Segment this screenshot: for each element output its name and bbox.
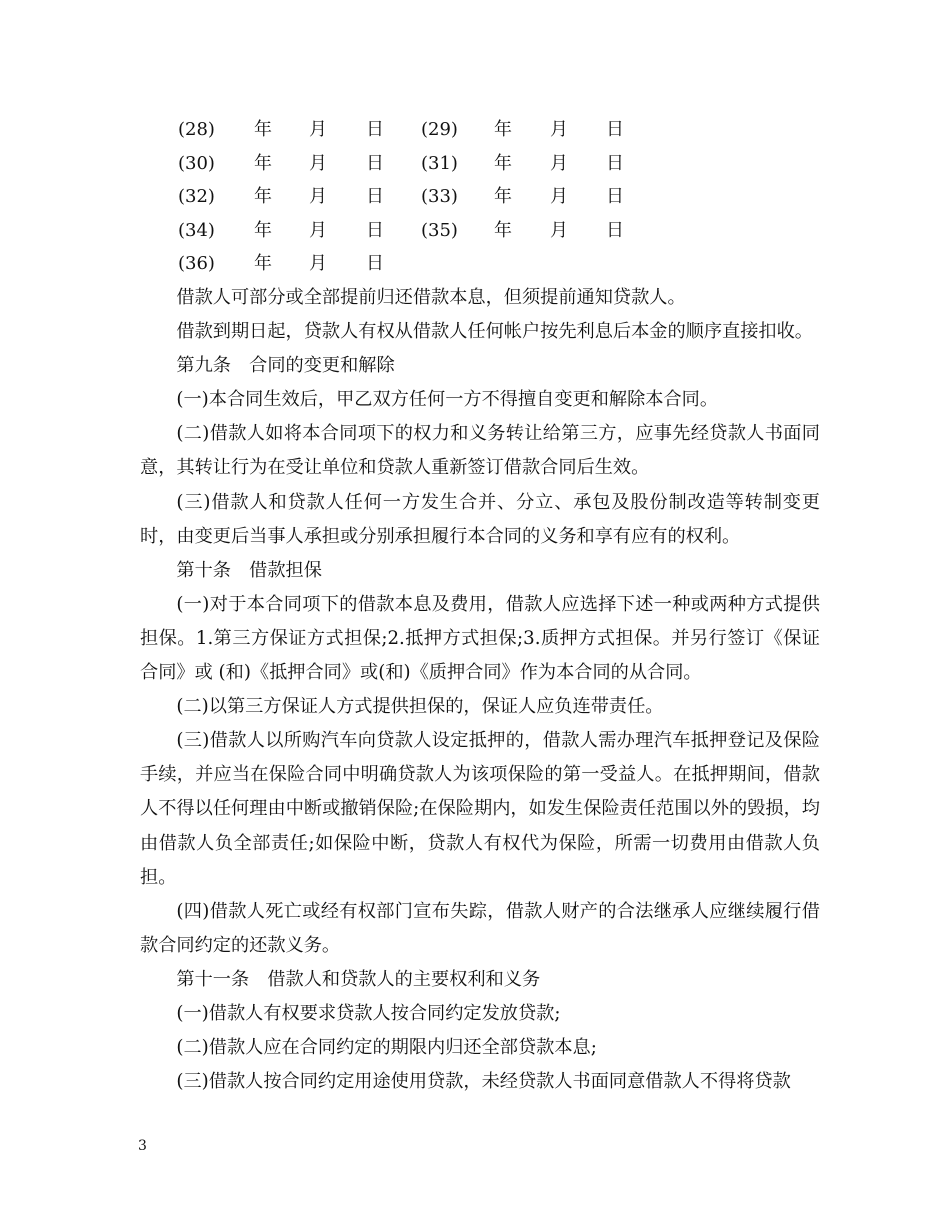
paragraph: (二)借款人如将本合同项下的权力和义务转让给第三方，应事先经贷款人书面同意，其转让行为在受让单位和贷款人重新签订借款合同后生效。 xyxy=(140,423,820,479)
schedule-cell: 月 xyxy=(309,253,327,274)
repayment-schedule xyxy=(178,113,638,281)
schedule-cell: 年 xyxy=(254,186,272,207)
schedule-cell: (31) xyxy=(421,152,458,174)
schedule-cell: 日 xyxy=(366,253,384,274)
schedule-cell: 年 xyxy=(494,186,512,207)
schedule-cell: 年 xyxy=(254,119,272,140)
schedule-cell: (33) xyxy=(421,186,458,207)
paragraph: (四)借款人死亡或经有权部门宣布失踪，借款人财产的合法继承人应继续履行借款合同约定的还款义务。 xyxy=(140,900,820,956)
schedule-cell: 月 xyxy=(550,152,568,174)
paragraph: (二)借款人应在合同约定的期限内归还全部贷款本息; xyxy=(176,1037,597,1059)
paragraph: (一)借款人有权要求贷款人按合同约定发放贷款; xyxy=(176,1002,561,1024)
schedule-row xyxy=(178,180,638,214)
schedule-cell: (29) xyxy=(421,119,458,140)
schedule-cell: 年 xyxy=(494,152,512,174)
schedule-cell: 月 xyxy=(550,119,568,140)
schedule-row xyxy=(178,147,638,181)
schedule-cell: 月 xyxy=(309,119,327,140)
schedule-cell: 年 xyxy=(254,253,272,274)
schedule-cell: 日 xyxy=(366,186,384,207)
paragraph: 借款人可部分或全部提前归还借款本息，但须提前通知贷款人。 xyxy=(176,287,686,308)
schedule-cell: 日 xyxy=(366,219,384,241)
schedule-row xyxy=(178,113,638,147)
section-heading: 第十条 借款担保 xyxy=(176,559,322,581)
schedule-cell: 日 xyxy=(606,119,624,140)
schedule-cell: (32) xyxy=(178,186,215,207)
page-number: 3 xyxy=(138,1138,147,1154)
paragraph: (三)借款人以所购汽车向贷款人设定抵押的，借款人需办理汽车抵押登记及保险手续，并应当在保险合同中明确贷款人为该项保险的第一受益人。在抵押期间，借款人不得以任何理由中断或撤销保险;在保险期内，如发生保险责任范围以外的毁损，均由借款人负全部责任;如保险中断，贷款人有权代为保险，所需一切费用由借款人负担。 xyxy=(140,730,820,888)
schedule-row xyxy=(178,214,638,248)
schedule-cell: (34) xyxy=(178,219,215,241)
schedule-cell: (28) xyxy=(178,119,215,140)
schedule-cell: 月 xyxy=(309,219,327,241)
contract-body xyxy=(140,281,820,1099)
paragraph: (一)本合同生效后，甲乙双方任何一方不得擅自变更和解除本合同。 xyxy=(176,389,719,411)
schedule-row xyxy=(178,247,638,281)
schedule-cell: 月 xyxy=(309,152,327,174)
section-heading: 第九条 合同的变更和解除 xyxy=(176,355,395,377)
section-heading: 第十一条 借款人和贷款人的主要权利和义务 xyxy=(176,968,541,990)
schedule-cell: 月 xyxy=(309,186,327,207)
schedule-cell: 年 xyxy=(494,119,512,140)
schedule-cell: 年 xyxy=(254,152,272,174)
schedule-cell: 年 xyxy=(254,219,272,241)
schedule-cell: 日 xyxy=(606,152,624,174)
paragraph: (二)以第三方保证人方式提供担保的，保证人应负连带责任。 xyxy=(176,696,664,718)
schedule-cell: 月 xyxy=(550,186,568,207)
schedule-cell: 月 xyxy=(550,219,568,241)
schedule-cell: (35) xyxy=(421,219,458,241)
schedule-cell: (36) xyxy=(178,253,215,274)
schedule-cell: 日 xyxy=(606,219,624,241)
schedule-cell: (30) xyxy=(178,152,215,174)
schedule-cell: 日 xyxy=(606,186,624,207)
paragraph: (一)对于本合同项下的借款本息及费用，借款人应选择下述一种或两种方式提供担保。1.第三方保证方式担保;2.抵押方式担保;3.质押方式担保。并另行签订《保证合同》或 (和)《抵押合同》或(和)《质押合同》作为本合同的从合同。 xyxy=(140,593,820,684)
schedule-cell: 日 xyxy=(366,119,384,140)
schedule-cell: 年 xyxy=(494,219,512,241)
paragraph: (三)借款人按合同约定用途使用贷款，未经贷款人书面同意借款人不得将贷款 xyxy=(176,1071,791,1093)
paragraph: 借款到期日起，贷款人有权从借款人任何帐户按先利息后本金的顺序直接扣收。 xyxy=(176,321,813,343)
schedule-cell: 日 xyxy=(366,152,384,174)
paragraph: (三)借款人和贷款人任何一方发生合并、分立、承包及股份制改造等转制变更时，由变更后当事人承担或分别承担履行本合同的义务和享有应有的权利。 xyxy=(140,491,820,547)
